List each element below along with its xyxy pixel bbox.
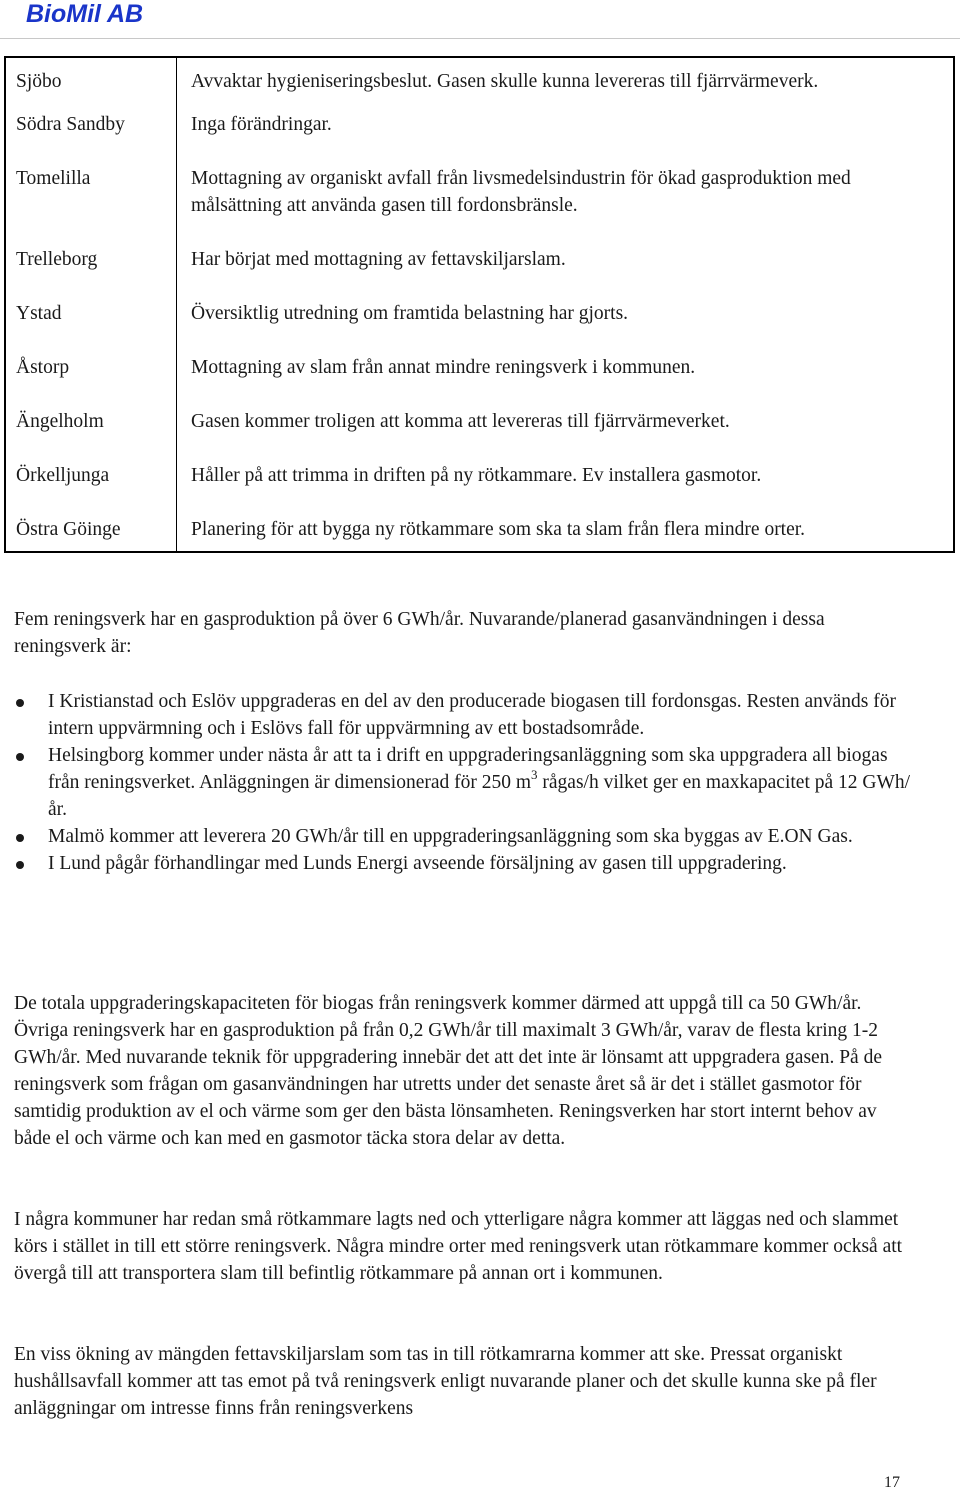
bullet-icon xyxy=(16,861,24,869)
list-item xyxy=(14,850,914,877)
bullet-icon xyxy=(16,753,24,761)
list-item xyxy=(14,823,914,850)
table-row xyxy=(5,300,954,354)
table-row xyxy=(5,462,954,516)
paragraph-text: En viss ökning av mängden fettavskiljarslam som tas in till rötkamrarna kommer att ske. Pressat organiskt hushållsavfall kommer att tas emot på två reningsverk enligt nuvarande planer och det skulle kunna ske på fler anläggningar om intresse finns från reningsverkens xyxy=(14,1344,877,1419)
table-row xyxy=(5,57,954,111)
bullet-text: Malmö kommer att leverera 20 GWh/år till en uppgraderingsanläggning som ska byggas av E.ON Gas. xyxy=(48,826,853,847)
table-row xyxy=(5,516,954,552)
town-status: Avvaktar hygieniseringsbeslut. Gasen skulle kunna levereras till fjärrvärmeverk. xyxy=(191,71,819,92)
bullet-text-continued: rågas/h vilket ger en maxkapacitet på 12 GWh/år. xyxy=(48,772,911,820)
paragraph-text: De totala uppgraderingskapaciteten för biogas från reningsverk kommer därmed att uppgå till ca 50 GWh/år. Övriga reningsverk har en gasproduktion på från 0,2 GWh/år till maximalt 3 GWh/år, varav de flesta kring 1-2 GWh/år. Med nuvarande teknik för uppgradering innebär det att det inte är lönsamt att uppgradera gasen. På de reningsverk som frågan om gasanvändningen har utretts under det senaste året så är det i stället gasmotor för samtidig produktion av el och värme som ger den bästa lönsamheten. Reningsverken har stort internt behov av både el och värme och kan med en gasmotor täcka stora delar av detta. xyxy=(14,993,882,1149)
town-name: Sjöbo xyxy=(5,57,177,111)
town-name: Åstorp xyxy=(5,354,177,408)
town-name: Ängelholm xyxy=(5,408,177,462)
town-status: Översiktlig utredning om framtida belastning har gjorts. xyxy=(191,303,629,324)
town-name: Örkelljunga xyxy=(5,462,177,516)
intro-text: Fem reningsverk har en gasproduktion på över 6 GWh/år. Nuvarande/planerad gasanvändningen i dessa reningsverk är: xyxy=(14,609,825,657)
bullet-icon xyxy=(16,834,24,842)
intro-paragraph xyxy=(14,606,914,660)
bullet-text: I Kristianstad och Eslöv uppgraderas en del av den producerade biogasen till fordonsgas. Resten används för intern uppvärmning och i Eslövs fall för uppvärmning av ett bostadsområde. xyxy=(48,691,897,739)
town-status: Inga förändringar. xyxy=(191,114,332,135)
superscript: 3 xyxy=(531,766,538,782)
bullet-text: I Lund pågår förhandlingar med Lunds Energi avseende försäljning av gasen till uppgradering. xyxy=(48,853,787,874)
town-name: Ystad xyxy=(5,300,177,354)
town-status: Mottagning av organiskt avfall från livsmedelsindustrin för ökad gasproduktion med målsättning att använda gasen till fordonsbränsle. xyxy=(191,168,851,216)
list-item xyxy=(14,688,914,742)
table-row xyxy=(5,408,954,462)
town-name: Tomelilla xyxy=(5,165,177,246)
bullet-icon xyxy=(16,699,24,707)
list-item xyxy=(14,742,914,823)
town-status: Håller på att trimma in driften på ny rötkammare. Ev installera gasmotor. xyxy=(191,465,762,486)
header-divider xyxy=(0,38,960,39)
bullet-text: Helsingborg kommer under nästa år att ta i drift en uppgraderingsanläggning som ska uppgradera all biogas från reningsverket. Anläggningen är dimensionerad för 250 m xyxy=(48,745,888,793)
town-status: Planering för att bygga ny rötkammare som ska ta slam från flera mindre orter. xyxy=(191,519,806,540)
town-name: Södra Sandby xyxy=(5,111,177,165)
table-row xyxy=(5,246,954,300)
paragraph-digesters xyxy=(14,1206,914,1287)
brand-logo: BioMil AB xyxy=(26,0,144,28)
page-number: 17 xyxy=(884,1474,900,1491)
town-status: Gasen kommer troligen att komma att levereras till fjärrvärmeverket. xyxy=(191,411,730,432)
town-status: Mottagning av slam från annat mindre reningsverk i kommunen. xyxy=(191,357,696,378)
town-name: Östra Göinge xyxy=(5,516,177,552)
paragraph-grease xyxy=(14,1341,914,1422)
paragraph-text: I några kommuner har redan små rötkammare lagts ned och ytterligare några kommer att läggas ned och slammet körs i stället in till ett större reningsverk. Några mindre orter med reningsverk utan rötkammare kommer också att övergå till att transportera slam till befintlig rötkammare på annan ort i kommunen. xyxy=(14,1209,903,1284)
paragraph-upgrading xyxy=(14,990,914,1152)
town-status-table xyxy=(4,56,955,553)
town-name: Trelleborg xyxy=(5,246,177,300)
table-row xyxy=(5,165,954,246)
table-row xyxy=(5,354,954,408)
bullet-list xyxy=(14,688,914,877)
table-row xyxy=(5,111,954,165)
town-status: Har börjat med mottagning av fettavskiljarslam. xyxy=(191,249,566,270)
